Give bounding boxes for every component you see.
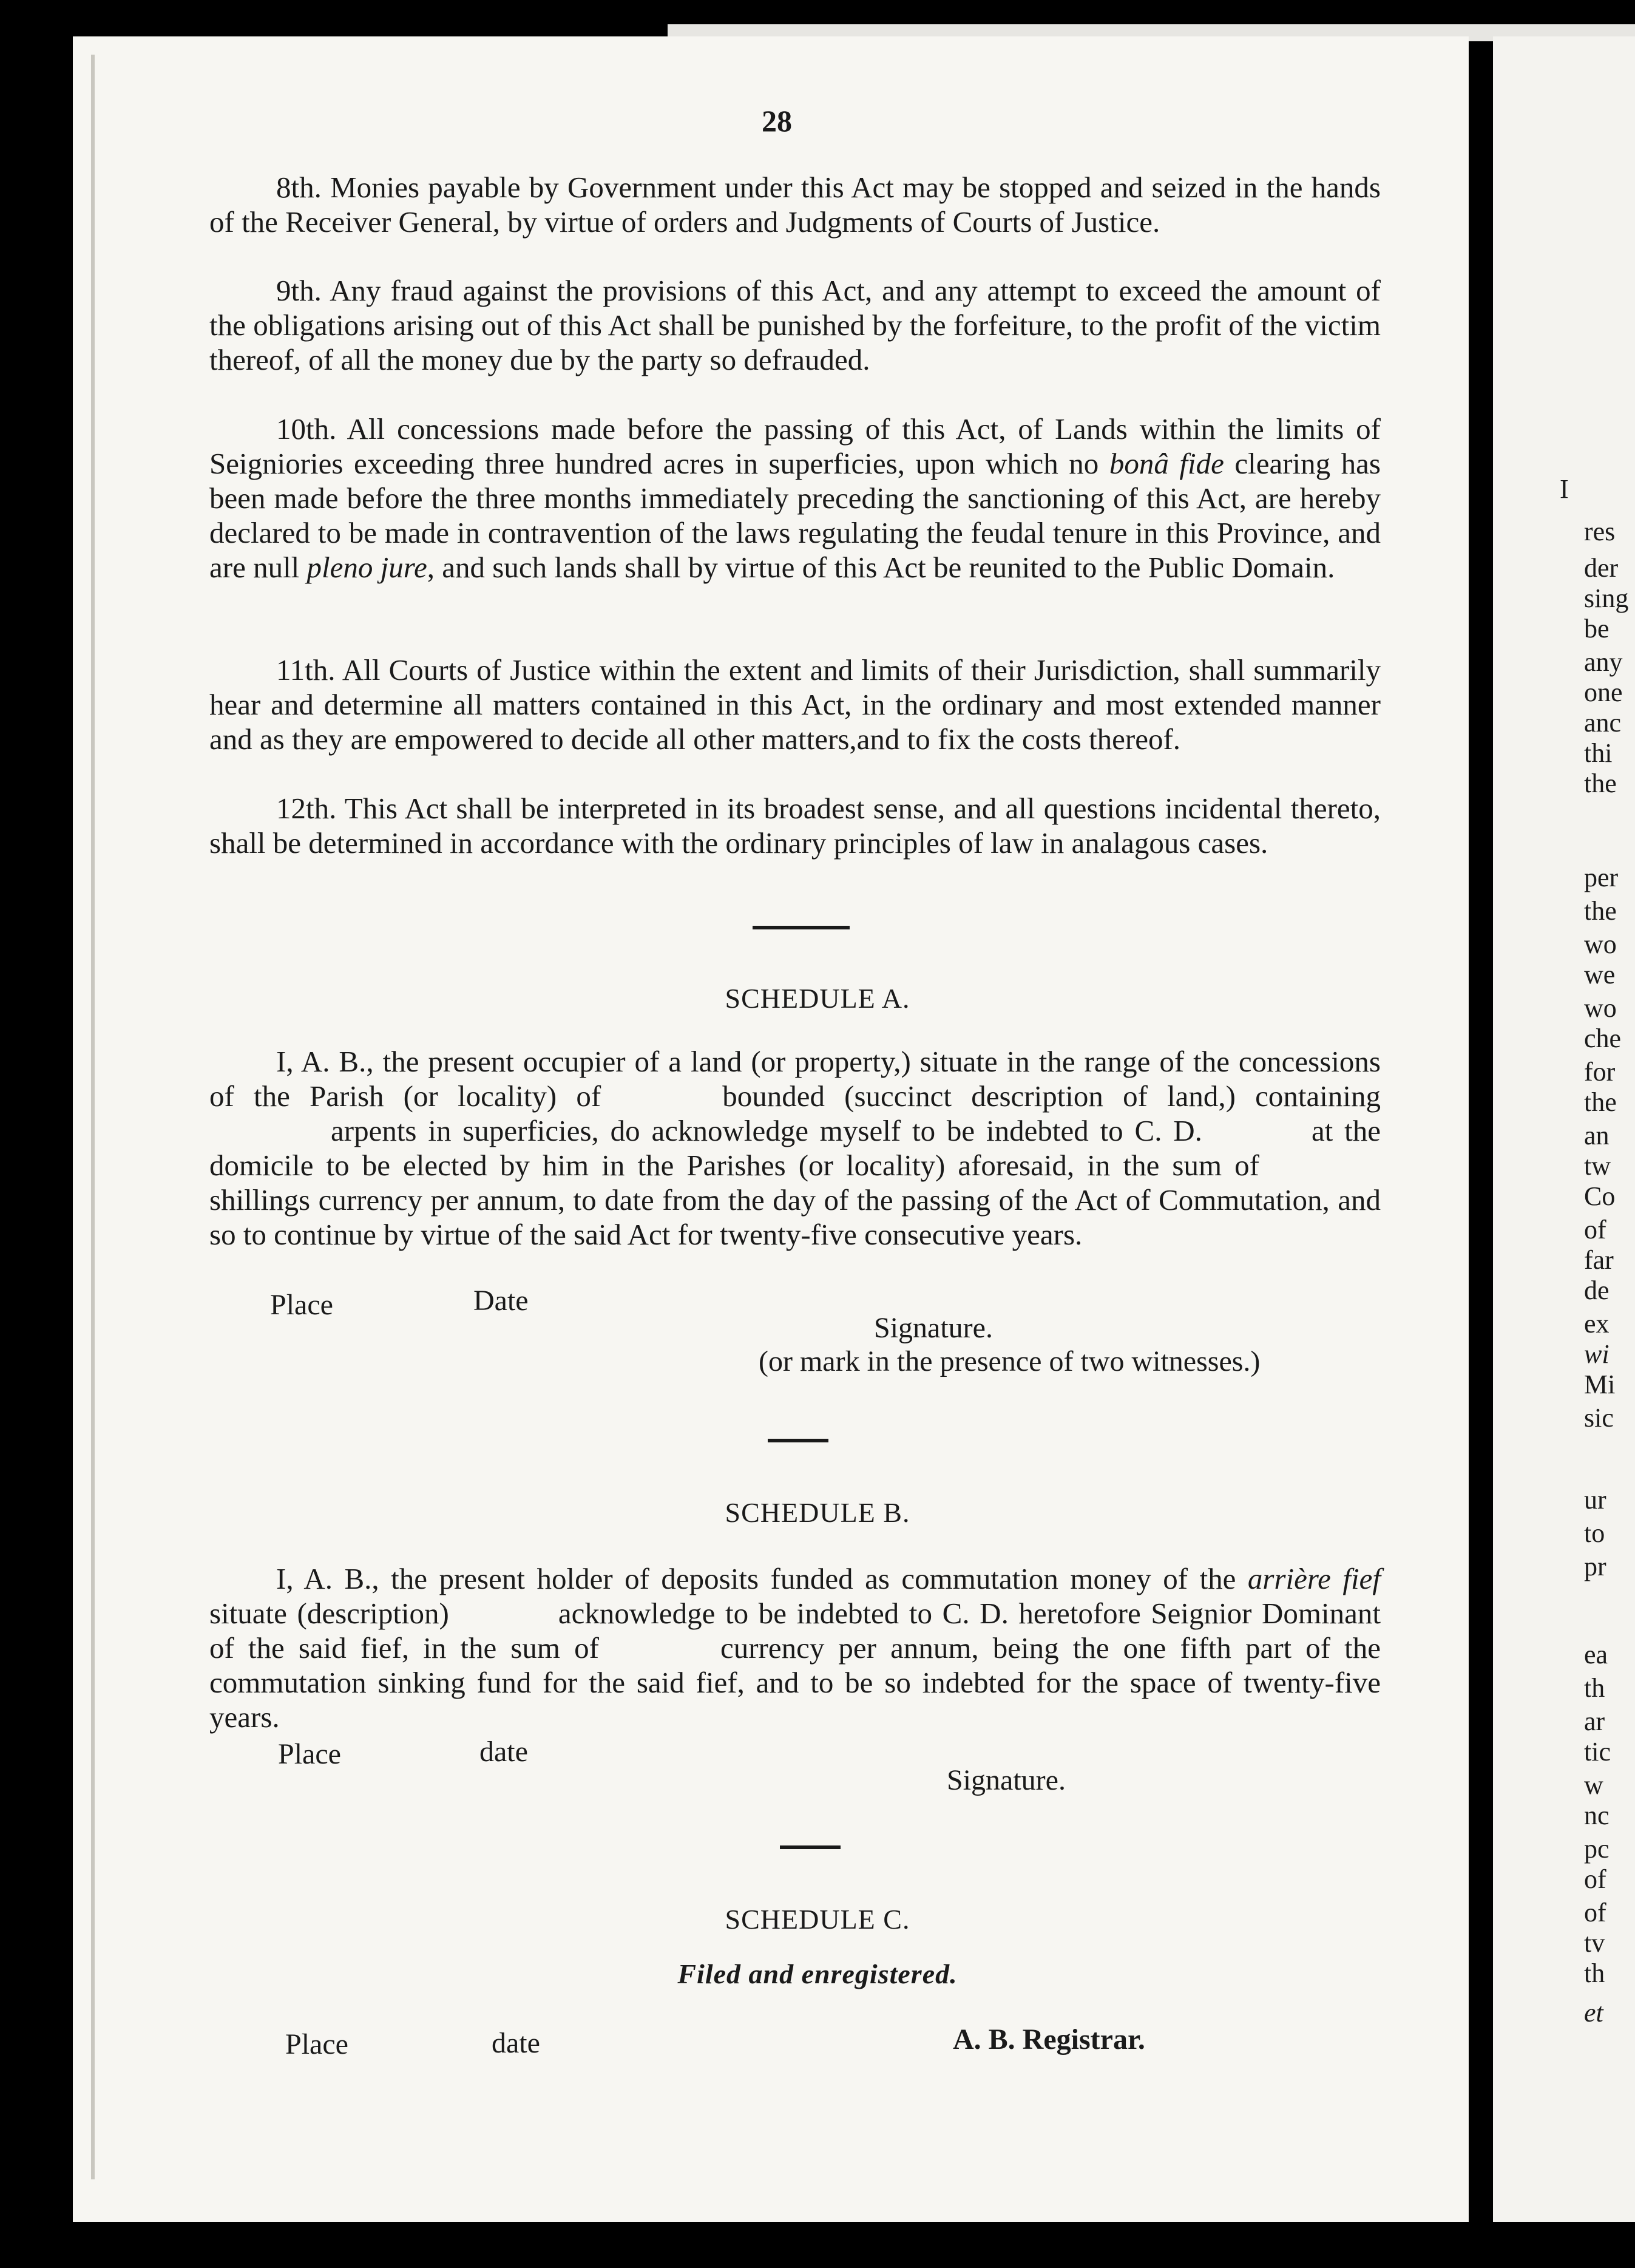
section-divider [753, 926, 850, 929]
paragraph-10th-part2: clearing has been made before the three months immediately preceding the sanctioning of this Act, are hereby declared to be made in contravention of the laws regulating the feudal tenure in this Province, and are null [209, 447, 1381, 584]
adjacent-page-fragment: tic [1584, 1737, 1611, 1767]
adjacent-page-fragment: Co [1584, 1181, 1616, 1211]
adjacent-page-fragment: to [1584, 1518, 1605, 1548]
schedule-b-heading: SCHEDULE B. [725, 1497, 910, 1528]
adjacent-page-fragment: per [1584, 863, 1619, 892]
adjacent-page-fragment: wo [1584, 993, 1617, 1023]
adjacent-page-fragment: any [1584, 647, 1623, 677]
adjacent-page-fragment: res [1584, 517, 1616, 546]
schedule-a-text-5: shillings currency per annum, to date from the day of the passing of the Act of Commutation, and so to continue by virtue of the said Act for twenty-five consecutive years. [209, 1183, 1381, 1251]
paragraph-9th: 9th. Any fraud against the provisions of this Act, and any attempt to exceed the amount of the obligations arising out of this Act shall be punished by the forfeiture, to the profit of the victim thereof, of all the money due by the party so defrauded. [209, 274, 1381, 376]
section-divider [768, 1439, 828, 1442]
schedule-b-text-2: situate (description) [209, 1597, 449, 1630]
adjacent-page-fragment: wo [1584, 929, 1617, 959]
adjacent-page-fragment: anc [1584, 708, 1622, 738]
adjacent-page-fragment: I [1560, 474, 1569, 504]
adjacent-page-fragment: thi [1584, 738, 1613, 768]
adjacent-page-fragment: et [1584, 1998, 1603, 2028]
adjacent-page [1493, 36, 1635, 2222]
schedule-a-text-3: arpents in superficies, do acknowledge myself to be indebted to C. D. [331, 1114, 1202, 1147]
adjacent-page-fragment: far [1584, 1245, 1614, 1275]
adjacent-page-fragment: che [1584, 1024, 1622, 1053]
adjacent-page-fragment: der [1584, 553, 1619, 583]
arriere-fief-term: arrière fief [1247, 1562, 1381, 1595]
bona-fide-term: bonâ fide [1109, 447, 1224, 480]
adjacent-page-fragment: ar [1584, 1706, 1605, 1736]
adjacent-page-fragment: the [1584, 769, 1617, 798]
adjacent-page-fragment: ex [1584, 1309, 1610, 1339]
schedule-b-text-3: acknowledge to be indebted to C. D. heretofore Seignior Dominant of the said fief, in the sum of [209, 1597, 1381, 1665]
page-number: 28 [762, 104, 792, 138]
pleno-jure-term: pleno jure [306, 551, 427, 584]
adjacent-page-fragment: ur [1584, 1485, 1606, 1515]
schedule-c-filed-note: Filed and enregistered. [677, 1958, 958, 1989]
schedule-b-text-4: currency per annum, being the one fifth part of the commutation sinking fund for the said fief, and to be so indebted for the space of twenty-five years. [209, 1631, 1381, 1734]
adjacent-page-fragment: nc [1584, 1801, 1610, 1830]
adjacent-page-fragment: we [1584, 960, 1616, 990]
paragraph-10th-part1: 10th. All concessions made before the passing of this Act, of Lands within the limits of Seigniories exceeding three hundred acres in superficies, upon which no [209, 412, 1381, 480]
adjacent-page-fragment: sing [1584, 583, 1629, 613]
adjacent-page-fragment: an [1584, 1121, 1610, 1150]
schedule-a-date: Date [473, 1285, 529, 1317]
adjacent-page-fragment: de [1584, 1275, 1610, 1305]
page-gutter-line [91, 55, 95, 2179]
adjacent-page-fragment: the [1584, 1087, 1617, 1117]
adjacent-page-fragment: the [1584, 896, 1617, 926]
paragraph-12th: 12th. This Act shall be interpreted in its broadest sense, and all questions incidental thereto, shall be determined in accordance with the ordinary principles of law in analagous cases. [209, 792, 1381, 860]
schedule-b-place: Place [278, 1738, 341, 1770]
schedule-a-text-4: at the domicile to be elected by him in the Parishes (or locality) aforesaid, in the sum of [209, 1114, 1381, 1182]
adjacent-page-fragment: one [1584, 677, 1623, 707]
adjacent-page-fragment: tv [1584, 1928, 1605, 1958]
adjacent-page-fragment: w [1584, 1770, 1603, 1800]
schedule-a-text-2: bounded (succinct description of land,) containing [722, 1079, 1381, 1113]
adjacent-page-fragment: of [1584, 1864, 1606, 1894]
adjacent-page-fragment: be [1584, 614, 1610, 643]
section-divider [780, 1845, 841, 1849]
adjacent-page-fragment: wi [1584, 1339, 1610, 1369]
adjacent-page-fragment: pr [1584, 1552, 1606, 1581]
schedule-a-heading: SCHEDULE A. [725, 983, 910, 1014]
adjacent-page-fragment: for [1584, 1057, 1616, 1087]
schedule-a-mark-note: (or mark in the presence of two witnesses.) [759, 1345, 1261, 1377]
schedule-c-registrar: A. B. Registrar. [953, 2023, 1145, 2056]
schedule-a-body [209, 1044, 1381, 1252]
schedule-c-place: Place [285, 2028, 348, 2060]
schedule-a-text-1: I, A. B., the present occupier of a land (or property,) situate in the range of the concessions of the Parish (or locality) of [209, 1045, 1381, 1113]
adjacent-page-fragment: th [1584, 1673, 1605, 1703]
schedule-b-signature: Signature. [947, 1764, 1066, 1796]
schedule-b-body [209, 1561, 1381, 1734]
schedule-a-signature: Signature. [874, 1312, 993, 1344]
paragraph-8th: 8th. Monies payable by Government under this Act may be stopped and seized in the hands of the Receiver General, by virtue of orders and Judgments of Courts of Justice. [209, 171, 1381, 239]
adjacent-page-fragment: pc [1584, 1834, 1610, 1864]
schedule-c-date: date [492, 2027, 540, 2059]
schedule-a-place: Place [270, 1289, 333, 1321]
schedule-b-date: date [479, 1736, 528, 1768]
schedule-b-text-1: I, A. B., the present holder of deposits funded as commutation money of the [276, 1562, 1248, 1595]
adjacent-page-fragment: of [1584, 1898, 1606, 1927]
paragraph-10th [209, 412, 1381, 585]
adjacent-page-fragment: ea [1584, 1640, 1608, 1669]
adjacent-page-fragment: th [1584, 1958, 1605, 1988]
adjacent-page-fragment: sic [1584, 1403, 1614, 1433]
schedule-c-heading: SCHEDULE C. [725, 1904, 910, 1935]
paragraph-11th: 11th. All Courts of Justice within the extent and limits of their Jurisdiction, shall summarily hear and determine all matters contained in this Act, in the ordinary and most extended manner and as they are empowered to decide all other matters,and to fix the costs thereof. [209, 653, 1381, 756]
adjacent-page-fragment: Mi [1584, 1370, 1616, 1399]
adjacent-page-fragment: tw [1584, 1151, 1611, 1181]
paragraph-10th-part3: , and such lands shall by virtue of this Act be reunited to the Public Domain. [427, 551, 1335, 584]
adjacent-page-fragment: of [1584, 1215, 1606, 1244]
